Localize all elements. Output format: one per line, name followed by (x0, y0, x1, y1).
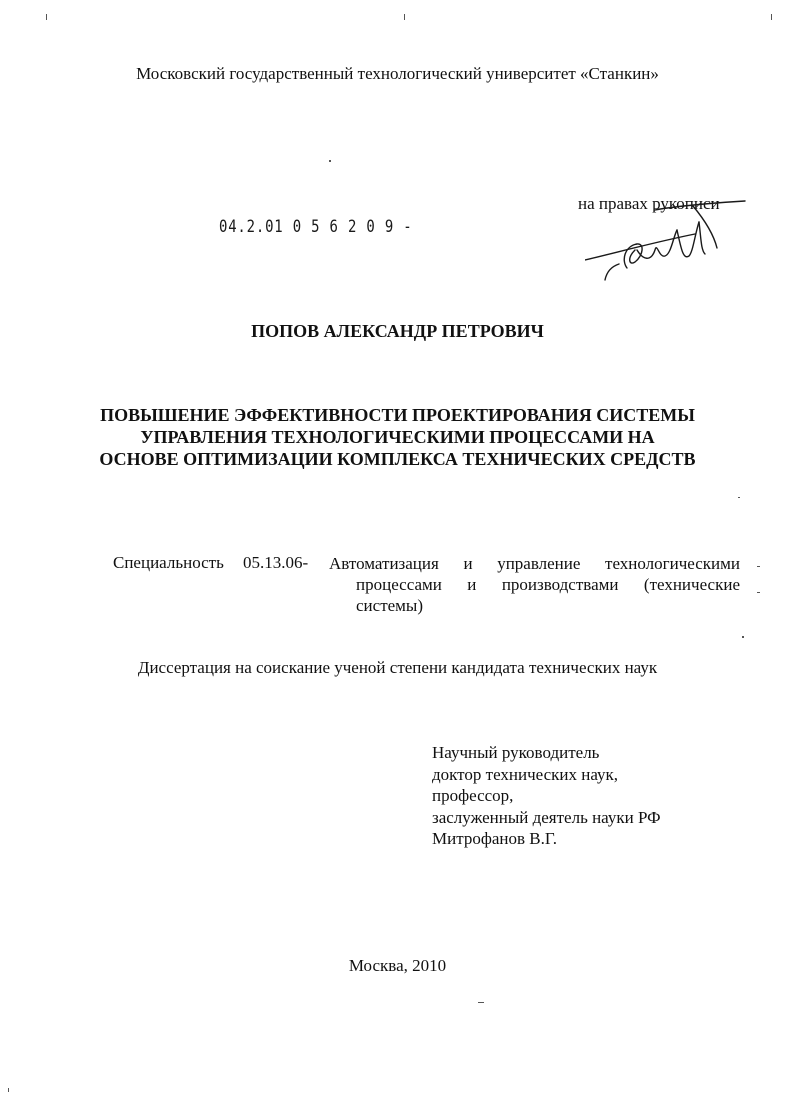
city-year: Москва, 2010 (348, 956, 447, 975)
supervisor-line: заслуженный деятель науки РФ (432, 807, 661, 827)
scan-speck (46, 14, 47, 20)
registration-number: 04.2.01 0 5 6 2 0 9 - (219, 217, 413, 237)
supervisor-line: Митрофанов В.Г. (432, 829, 558, 848)
specialty-description (329, 553, 740, 616)
supervisor-line: доктор технических наук, (432, 764, 619, 784)
scan-speck (329, 160, 331, 162)
specialty-line: системы) (356, 596, 424, 615)
supervisor-block (432, 742, 661, 850)
degree-statement: Диссертация на соискание ученой степени кандидата технических наук (137, 658, 658, 677)
scan-speck (757, 566, 760, 567)
scan-speck (8, 1088, 9, 1092)
scan-speck (771, 14, 772, 20)
handwritten-signature (585, 198, 755, 282)
title-line: ОСНОВЕ ОПТИМИЗАЦИИ КОМПЛЕКСА ТЕХНИЧЕСКИХ СРЕДСТВ (99, 449, 696, 469)
dissertation-title (60, 404, 735, 470)
scan-speck (757, 592, 760, 593)
manuscript-note: на правах рукописи (578, 194, 720, 213)
title-line: УПРАВЛЕНИЯ ТЕХНОЛОГИЧЕСКИМИ ПРОЦЕССАМИ НА (140, 427, 655, 447)
specialty-code: 05.13.06- (243, 553, 309, 572)
supervisor-line: Научный руководитель (432, 743, 600, 762)
author-name: ПОПОВ АЛЕКСАНДР ПЕТРОВИЧ (251, 321, 544, 341)
supervisor-line: профессор, (432, 786, 514, 805)
specialty-line: процессами и производствами (технические (356, 575, 740, 594)
scan-speck (478, 1002, 484, 1003)
specialty-label: Специальность (113, 553, 224, 572)
title-line: ПОВЫШЕНИЕ ЭФФЕКТИВНОСТИ ПРОЕКТИРОВАНИЯ СИСТЕМЫ (100, 405, 695, 425)
university-name: Московский государственный технологический университет «Станкин» (136, 64, 659, 83)
scan-speck (738, 497, 740, 498)
scan-speck (742, 636, 744, 638)
specialty-line: Автоматизация и управление технологическими (329, 554, 740, 573)
scan-speck (404, 14, 405, 20)
